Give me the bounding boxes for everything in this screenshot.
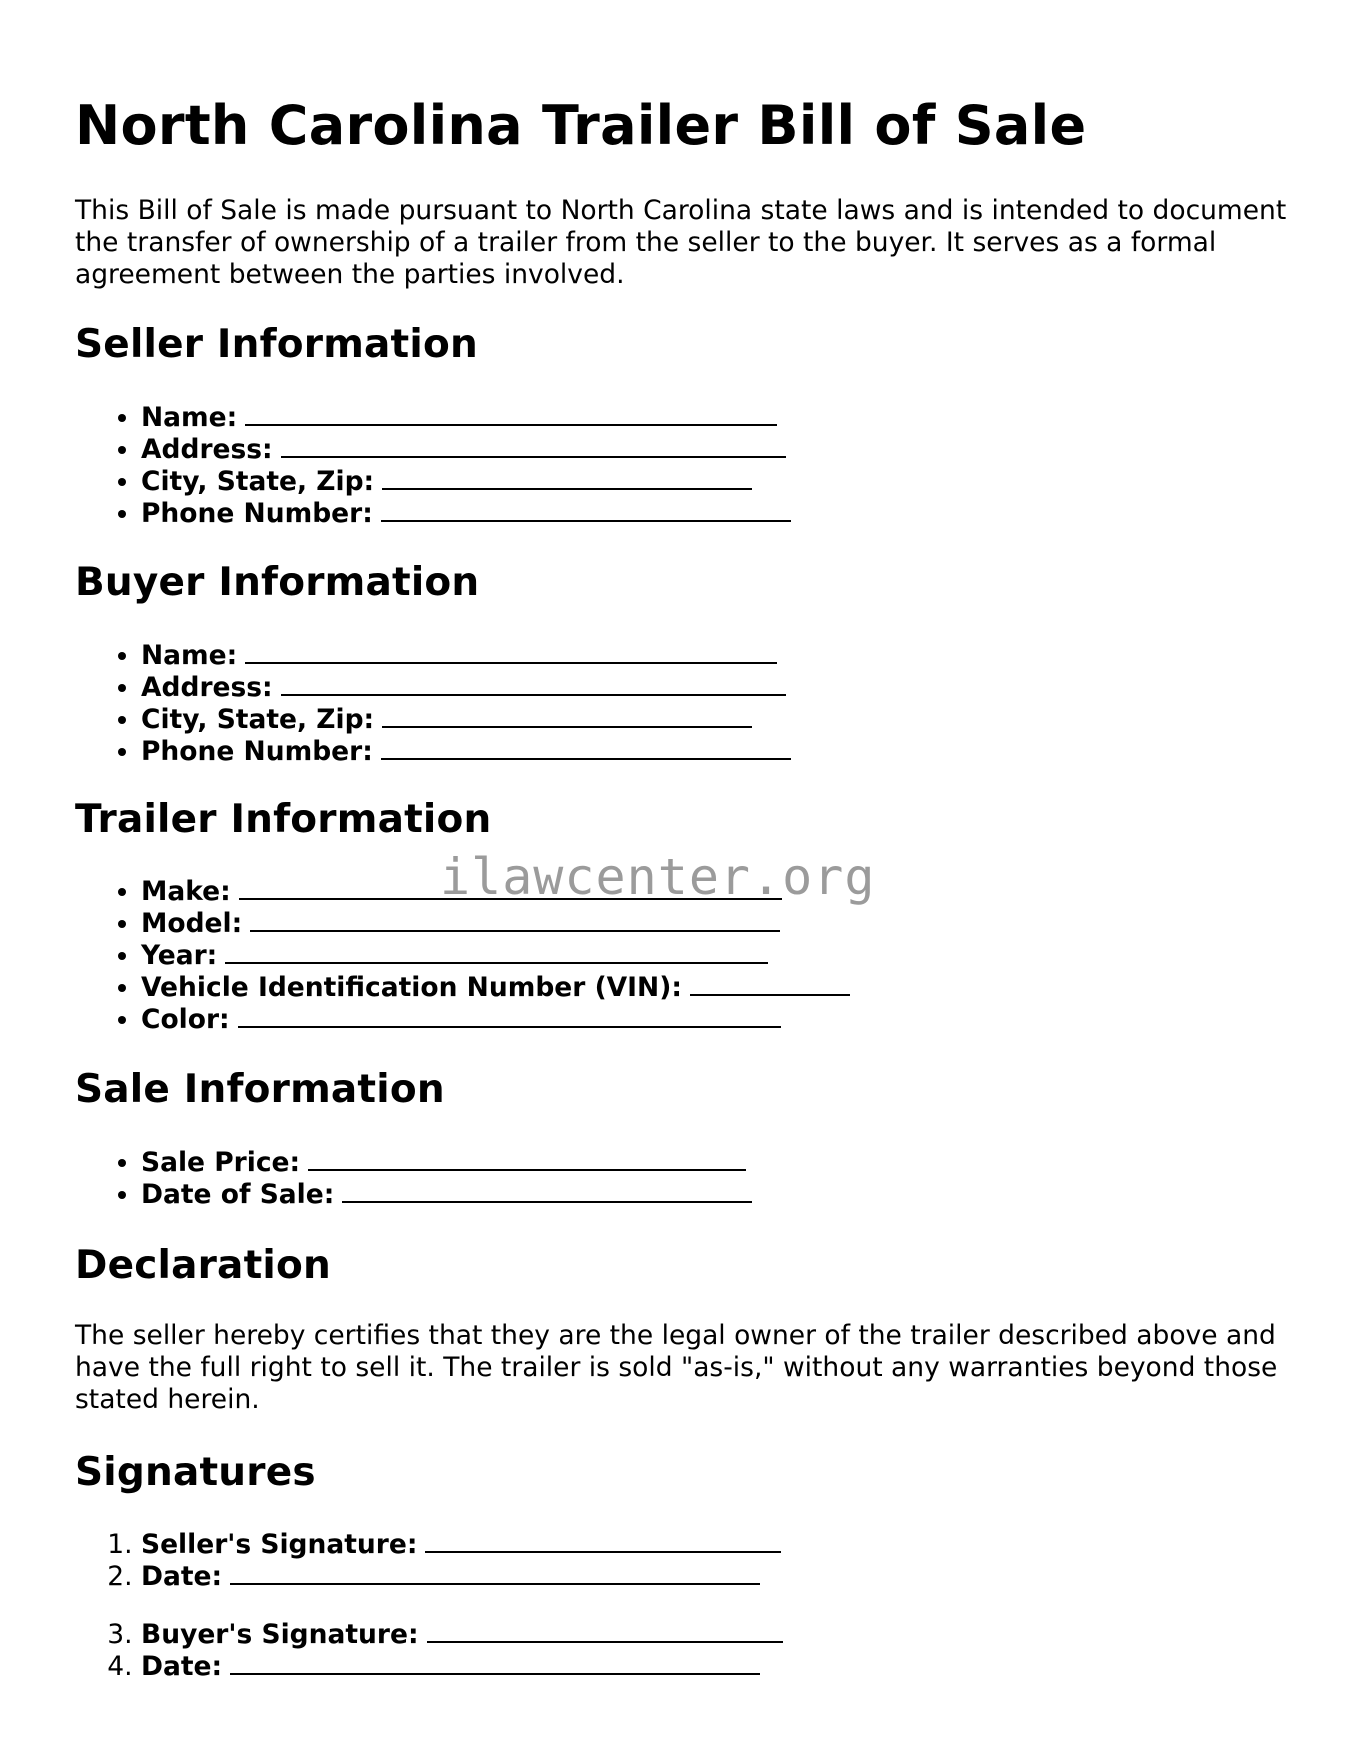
seller-name-line[interactable]	[245, 402, 777, 426]
seller-name-item	[141, 402, 791, 434]
field-label: City, State, Zip:	[141, 466, 375, 497]
sale-price-line[interactable]	[308, 1147, 746, 1171]
buyer-address-line[interactable]	[281, 672, 786, 696]
buyer-name-item	[141, 640, 791, 672]
field-label: Sale Price:	[141, 1147, 301, 1178]
field-label: Address:	[141, 672, 273, 703]
field-label: Name:	[141, 402, 238, 433]
field-label: Buyer's Signature:	[141, 1619, 419, 1650]
buyer-address-item	[141, 672, 791, 704]
sale-heading: Sale Information	[75, 1067, 445, 1112]
seller-date-line[interactable]	[230, 1561, 760, 1585]
seller-signature-line[interactable]	[425, 1529, 781, 1553]
buyer-city-item	[141, 704, 791, 736]
declaration-heading: Declaration	[75, 1243, 331, 1288]
buyer-date-line[interactable]	[230, 1651, 760, 1675]
field-label: Name:	[141, 640, 238, 671]
field-label: Date:	[141, 1651, 223, 1682]
trailer-vin-item	[141, 972, 850, 1004]
seller-signature-item	[141, 1529, 783, 1561]
field-label: Make:	[141, 876, 231, 907]
buyer-phone-line[interactable]	[381, 736, 791, 760]
trailer-color-item	[141, 1004, 850, 1036]
buyer-fields	[75, 640, 791, 768]
intro-paragraph: This Bill of Sale is made pursuant to North Carolina state laws and is intended to document the transfer of ownership of a trailer from the seller to the buyer. It serves as a formal agreement between the parties involved.	[75, 195, 1287, 290]
trailer-year-item	[141, 940, 850, 972]
trailer-model-line[interactable]	[250, 908, 780, 932]
field-label: Date:	[141, 1561, 223, 1592]
trailer-vin-line[interactable]	[690, 972, 850, 996]
trailer-model-item	[141, 908, 850, 940]
trailer-year-line[interactable]	[225, 940, 768, 964]
field-label: Phone Number:	[141, 498, 373, 529]
buyer-signature-line[interactable]	[427, 1619, 783, 1643]
buyer-heading: Buyer Information	[75, 560, 480, 605]
field-label: Color:	[141, 1004, 230, 1035]
sale-date-item	[141, 1179, 752, 1211]
seller-fields	[75, 402, 791, 530]
watermark-text: ilawcenter.org	[440, 848, 876, 906]
field-label: Year:	[141, 940, 218, 971]
trailer-color-line[interactable]	[238, 1004, 781, 1028]
field-label: Address:	[141, 434, 273, 465]
buyer-phone-item	[141, 736, 791, 768]
sale-price-item	[141, 1147, 752, 1179]
buyer-city-line[interactable]	[382, 704, 752, 728]
buyer-signature-item	[141, 1619, 783, 1651]
buyer-name-line[interactable]	[245, 640, 777, 664]
declaration-paragraph: The seller hereby certifies that they are the legal owner of the trailer described above and have the full right to sell it. The trailer is sold "as-is," without any warranties beyond those stated herein.	[75, 1320, 1278, 1415]
signature-fields	[75, 1529, 783, 1683]
seller-phone-line[interactable]	[381, 498, 791, 522]
buyer-date-item	[141, 1651, 783, 1683]
seller-city-item	[141, 466, 791, 498]
sale-fields	[75, 1147, 752, 1211]
sale-date-line[interactable]	[342, 1179, 752, 1203]
field-label: Seller's Signature:	[141, 1529, 418, 1560]
seller-heading: Seller Information	[75, 322, 478, 367]
signatures-heading: Signatures	[75, 1450, 316, 1495]
seller-city-line[interactable]	[382, 466, 752, 490]
field-label: Phone Number:	[141, 736, 373, 767]
seller-address-line[interactable]	[281, 434, 786, 458]
seller-address-item	[141, 434, 791, 466]
field-label: Model:	[141, 908, 243, 939]
seller-date-item	[141, 1561, 783, 1593]
field-label: Vehicle Identification Number (VIN):	[141, 972, 682, 1003]
document-title: North Carolina Trailer Bill of Sale	[75, 94, 1087, 157]
field-label: Date of Sale:	[141, 1179, 335, 1210]
seller-phone-item	[141, 498, 791, 530]
trailer-heading: Trailer Information	[75, 797, 492, 842]
field-label: City, State, Zip:	[141, 704, 375, 735]
signature-spacer	[141, 1593, 783, 1619]
